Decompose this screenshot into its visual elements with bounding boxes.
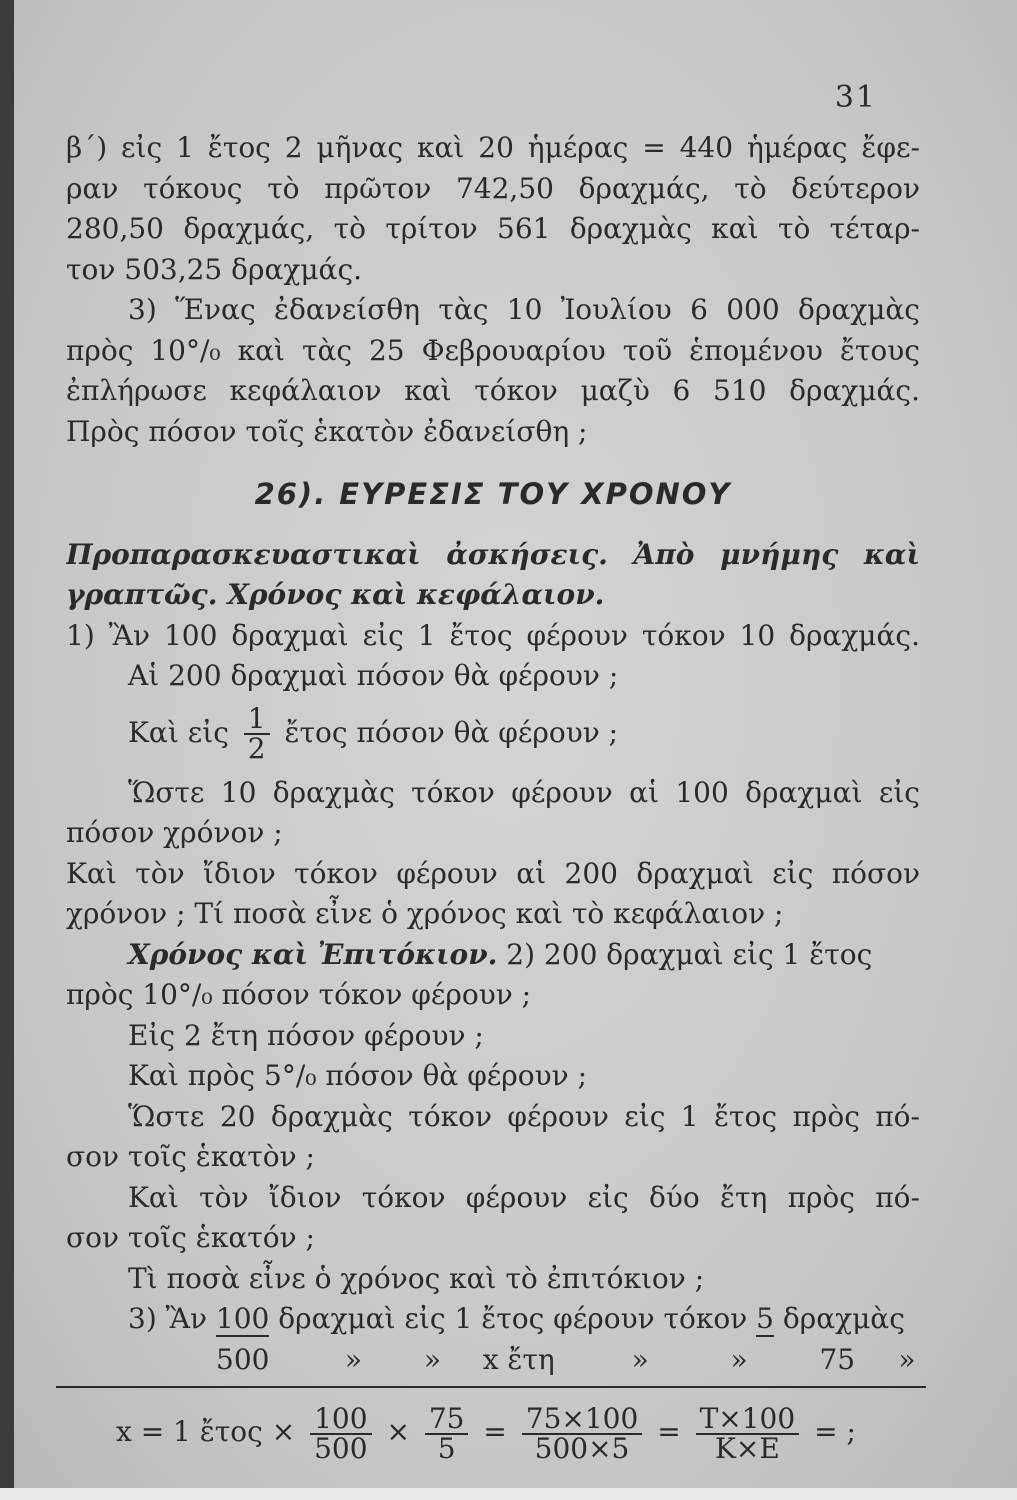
horizontal-rule: [56, 1386, 926, 1388]
text-line: Εἰς 2 ἔτη πόσον φέρουν ;: [128, 1018, 484, 1052]
equation-lhs: x = 1 ἔτος ×: [116, 1415, 296, 1448]
fraction: [310, 1401, 371, 1465]
fraction-numerator: Τ×100: [696, 1405, 800, 1435]
fraction-denominator: 2: [247, 732, 266, 765]
fraction-denominator: Κ×Ε: [714, 1431, 780, 1465]
page-number: 31: [834, 80, 877, 115]
text-line: Καὶ τὸν ἴδιον τόκον φέρουν αἱ 200 δραχμαὶ εἰς πόσον: [66, 856, 920, 890]
ditto-mark: »: [631, 1342, 649, 1376]
rule-of-three-line: [66, 1299, 920, 1340]
text-line: σον τοῖς ἑκατόν ;: [66, 1221, 315, 1254]
text-line: Ὥστε 20 δραχμὰς τόκον φέρουν εἰς 1 ἔτος πρὸς πό-: [128, 1099, 920, 1133]
ditto-value: 500: [216, 1342, 270, 1376]
fraction: [522, 1401, 643, 1465]
subheading-line: Προπαρασκευαστικαὶ ἀσκήσεις. Ἀπὸ μνήμης καὶ: [66, 537, 920, 571]
page-bottom-edge: [0, 1488, 1017, 1500]
text-line: 3) Ἕνας ἐδανείσθη τὰς 10 Ἰουλίου 6 000 δραχμὰς: [128, 293, 920, 326]
fraction-numerator: 1: [244, 705, 270, 735]
text-line: Καὶ πρὸς 5°/₀ πόσον θὰ φέρουν ;: [128, 1059, 588, 1092]
fraction-one-half: [244, 702, 270, 765]
text-fragment: Καὶ εἰς: [128, 715, 229, 749]
text-line: 1) Ἂν 100 δραχμαὶ εἰς 1 ἔτος φέρουν τόκον 10 δραχμάς.: [66, 618, 920, 652]
fraction-numerator: 75: [425, 1405, 469, 1435]
text-line: πόσον χρόνον ;: [66, 816, 283, 849]
text-line: Πρὸς πόσον τοῖς ἑκατὸν ἐδανείσθη ;: [66, 414, 588, 448]
equation-end: = ;: [814, 1415, 856, 1448]
equals-sign: =: [657, 1415, 681, 1448]
text-line: Καὶ τὸν ἴδιον τόκον φέρουν εἰς δύο ἔτη πρὸς πό-: [128, 1180, 920, 1214]
page-shadow-edge: [0, 0, 14, 1500]
page-body: [66, 128, 920, 1472]
text-line: ἐπλήρωσε κεφάλαιον καὶ τόκον μαζὺ 6 510 δραχμάς.: [66, 374, 920, 407]
underlined-value: 5: [756, 1302, 774, 1335]
fraction-numerator: 100: [310, 1405, 371, 1435]
ditto-value: 75: [819, 1342, 856, 1376]
ditto-row: [66, 1340, 920, 1381]
text-line: Αἱ 200 δραχμαὶ πόσον θὰ φέρουν ;: [128, 659, 619, 692]
text-line: Ὥστε 10 δραχμὰς τόκον φέρουν αἱ 100 δραχμαὶ εἰς: [128, 775, 920, 809]
text-line: σον τοῖς ἑκατὸν ;: [66, 1140, 315, 1173]
ditto-value: x ἔτη: [482, 1342, 555, 1376]
text-line: β΄) εἰς 1 ἔτος 2 μῆνας καὶ 20 ἡμέρας = 440 ἡμέρας ἔφε-: [66, 131, 920, 164]
final-equation: [66, 1392, 920, 1472]
subheading-line: γραπτῶς. Χρόνος καὶ κεφάλαιον.: [66, 578, 605, 611]
subsection-line: [66, 935, 920, 976]
fraction: [696, 1401, 800, 1465]
fraction-denominator: 5: [437, 1431, 456, 1465]
text-fragment: δραχμὰς: [774, 1302, 905, 1335]
fraction-question-line: [66, 699, 920, 767]
text-line: πρὸς 10°/₀ πόσον τόκον φέρουν ;: [66, 978, 532, 1011]
subsection-title: Χρόνος καὶ Ἐπιτόκιον.: [128, 937, 498, 971]
text-line: χρόνον ; Τί ποσὰ εἶνε ὁ χρόνος καὶ τὸ κεφάλαιον ;: [66, 897, 784, 930]
ditto-mark: »: [423, 1342, 441, 1376]
section-heading: 26). ΕΥΡΕΣΙΣ ΤΟΥ ΧΡΟΝΟΥ: [254, 477, 732, 511]
text-line: ραν τόκους τὸ πρῶτον 742,50 δραχμάς, τὸ δεύτερον: [66, 171, 920, 205]
fraction: [425, 1401, 469, 1465]
text-fragment: ἔτος πόσον θὰ φέρουν ;: [284, 715, 619, 749]
fraction-denominator: 500×5: [534, 1431, 630, 1465]
text-line: Τὶ ποσὰ εἶνε ὁ χρόνος καὶ τὸ ἐπιτόκιον ;: [128, 1261, 705, 1295]
ditto-mark: »: [344, 1342, 363, 1376]
ditto-mark: »: [730, 1342, 748, 1376]
text-line: πρὸς 10°/₀ καὶ τὰς 25 Φεβρουαρίου τοῦ ἑπομένου ἔτους: [66, 333, 920, 367]
text-line: 280,50 δραχμάς, τὸ τρίτον 561 δραχμὰς καὶ τὸ τέταρ-: [66, 212, 920, 245]
text-fragment: δραχμαὶ εἰς 1 ἔτος φέρουν τόκον: [269, 1302, 757, 1335]
ditto-mark: »: [898, 1342, 916, 1376]
underlined-value: 100: [215, 1302, 270, 1335]
fraction-numerator: 75×100: [522, 1405, 643, 1435]
text-fragment: 3) Ἂν: [128, 1302, 216, 1335]
fraction-denominator: 500: [314, 1431, 368, 1465]
equals-sign: =: [483, 1415, 507, 1448]
times-sign: ×: [386, 1415, 410, 1448]
text-fragment: 2) 200 δραχμαὶ εἰς 1 ἔτος: [506, 937, 873, 971]
text-line: τον 503,25 δραχμάς.: [66, 252, 363, 286]
